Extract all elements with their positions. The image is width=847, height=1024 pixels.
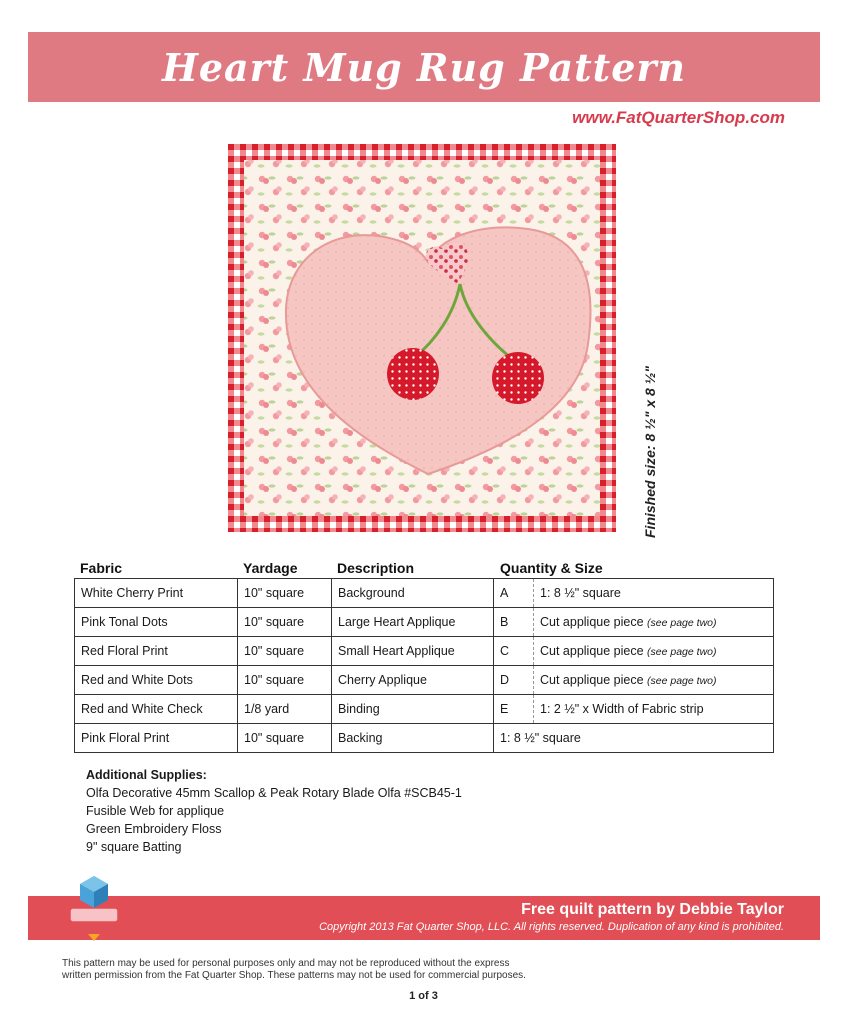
cell-description: Background <box>332 579 494 608</box>
cell-fabric: Red and White Dots <box>75 666 238 695</box>
supply-item: Fusible Web for applique <box>86 804 225 818</box>
table-row <box>75 724 774 753</box>
qty-text: Cut applique piece <box>540 615 648 629</box>
cell-code: E <box>494 695 534 724</box>
cell-description: Backing <box>332 724 494 753</box>
cell-fabric: Pink Floral Print <box>75 724 238 753</box>
table-row <box>75 608 774 637</box>
qty-text: 1: 8 ½" square <box>540 586 621 600</box>
table-row <box>75 666 774 695</box>
page-number: 1 of 3 <box>409 990 438 1002</box>
supply-item: 9" square Batting <box>86 840 182 854</box>
finished-size-label: Finished size: 8 ½" x 8 ½" <box>642 365 658 538</box>
cell-code: C <box>494 637 534 666</box>
table-row <box>75 695 774 724</box>
qty-text: 1: 2 ½" x Width of Fabric strip <box>540 702 704 716</box>
header-quantity: Quantity & Size <box>500 560 603 576</box>
supplies-heading: Additional Supplies: <box>86 768 207 782</box>
cell-quantity <box>534 637 774 666</box>
cell-quantity <box>534 695 774 724</box>
title-band <box>28 32 820 102</box>
fat-quarter-shop-logo-icon <box>64 872 124 942</box>
cell-quantity <box>534 666 774 695</box>
additional-supplies <box>86 766 462 856</box>
table-row <box>75 579 774 608</box>
qty-text: Cut applique piece <box>540 644 648 658</box>
cell-description: Binding <box>332 695 494 724</box>
qty-note: (see page two) <box>647 617 717 629</box>
header-yardage: Yardage <box>243 560 298 576</box>
cell-yardage: 10" square <box>238 724 332 753</box>
cell-quantity <box>534 608 774 637</box>
footer-title: Free quilt pattern by Debbie Taylor <box>521 901 784 918</box>
cell-quantity <box>534 579 774 608</box>
footer-band <box>28 896 820 940</box>
cell-description: Large Heart Applique <box>332 608 494 637</box>
cell-description: Cherry Applique <box>332 666 494 695</box>
copyright-text: Copyright 2013 Fat Quarter Shop, LLC. All rights reserved. Duplication of any kind is prohibited. <box>319 921 784 933</box>
cell-code: B <box>494 608 534 637</box>
cell-fabric: Red Floral Print <box>75 637 238 666</box>
cell-yardage: 1/8 yard <box>238 695 332 724</box>
supply-item: Green Embroidery Floss <box>86 822 222 836</box>
cell-yardage: 10" square <box>238 579 332 608</box>
qty-text: Cut applique piece <box>540 673 648 687</box>
header-description: Description <box>337 560 415 576</box>
cell-yardage: 10" square <box>238 637 332 666</box>
fabric-table <box>74 578 774 753</box>
website-link[interactable]: www.FatQuarterShop.com <box>572 108 785 127</box>
table-row <box>75 637 774 666</box>
qty-note: (see page two) <box>647 675 717 687</box>
cell-fabric: White Cherry Print <box>75 579 238 608</box>
header-fabric: Fabric <box>80 560 123 576</box>
cell-yardage: 10" square <box>238 666 332 695</box>
disclaimer-line: This pattern may be used for personal purposes only and may not be reproduced without the express <box>62 958 510 969</box>
cell-fabric: Pink Tonal Dots <box>75 608 238 637</box>
page-title: Heart Mug Rug Pattern <box>161 44 687 90</box>
cell-quantity: 1: 8 ½" square <box>494 724 774 753</box>
cell-description: Small Heart Applique <box>332 637 494 666</box>
cell-code: D <box>494 666 534 695</box>
cell-yardage: 10" square <box>238 608 332 637</box>
supply-item: Olfa Decorative 45mm Scallop & Peak Rotary Blade Olfa #SCB45-1 <box>86 786 462 800</box>
disclaimer-line: written permission from the Fat Quarter Shop. These patterns may not be used for commercial purposes. <box>62 970 526 981</box>
qty-note: (see page two) <box>647 646 717 658</box>
cell-code: A <box>494 579 534 608</box>
mug-rug-photo <box>228 144 616 532</box>
disclaimer <box>62 958 622 982</box>
cell-fabric: Red and White Check <box>75 695 238 724</box>
